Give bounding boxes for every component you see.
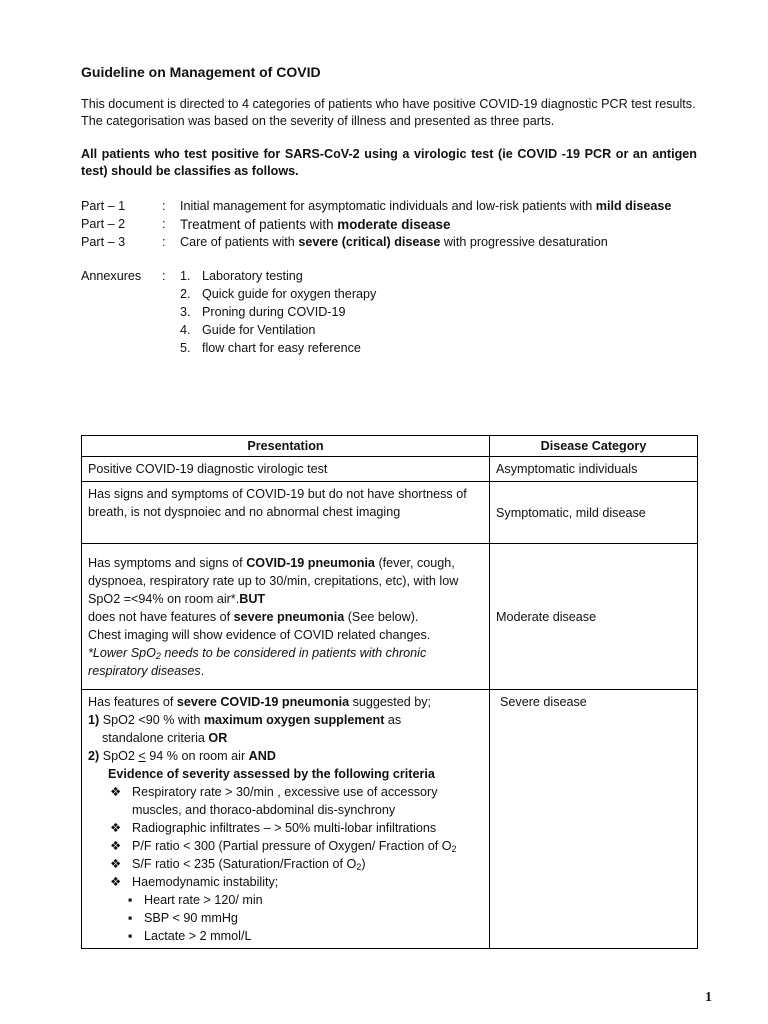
list-item — [180, 321, 376, 339]
list-item — [88, 837, 483, 855]
bullet-text: Lactate > 2 mmol/L — [144, 929, 252, 943]
part-text: Initial management for asymptomatic individuals and low-risk patients with — [180, 199, 596, 213]
classification-note: All patients who test positive for SARS-CoV-2 using a virologic test (ie COVID -19 PCR or an antigen test) should be classifies as follows. — [81, 147, 697, 178]
table-row — [82, 457, 698, 482]
list-item — [88, 783, 483, 819]
text-bold: maximum oxygen supplement — [203, 713, 385, 727]
text-italic: *Lower SpO — [88, 645, 156, 660]
evidence-heading: Evidence of severity assessed by the following criteria — [108, 767, 435, 781]
disease-category-table — [81, 435, 698, 949]
bullet-text — [132, 855, 366, 873]
part-description — [180, 198, 697, 215]
text-italic: needs to be considered in patients with chronic respiratory diseases — [88, 645, 427, 678]
square-bullet-icon: ▪ — [128, 893, 133, 907]
part-colon: : — [162, 235, 166, 249]
subscript: 2 — [155, 650, 161, 661]
text: (See below). — [344, 609, 419, 624]
part-description — [180, 234, 697, 251]
bullet-text — [132, 837, 457, 855]
text-bold: BUT — [239, 591, 266, 606]
text: . — [200, 663, 205, 678]
category-cell: Moderate disease — [490, 544, 698, 690]
annexures-items — [180, 267, 376, 357]
text-bold: severe COVID-19 pneumonia — [176, 695, 350, 709]
part-colon: : — [162, 217, 166, 231]
list-text: flow chart for easy reference — [202, 341, 361, 355]
part-colon: : — [162, 199, 166, 213]
row3-line-2 — [88, 608, 483, 626]
table-header-row — [82, 436, 698, 457]
row3-line-4 — [88, 644, 483, 680]
bullet-text: SBP < 90 mmHg — [144, 911, 238, 925]
category-cell: Symptomatic, mild disease — [490, 482, 698, 544]
text: Has features of — [88, 695, 177, 709]
list-item — [180, 303, 376, 321]
text: suggested by; — [349, 695, 432, 709]
list-item — [88, 855, 483, 873]
text: Has symptoms and signs of — [88, 555, 247, 570]
text: 94 % on room air — [145, 749, 249, 763]
criterion-1 — [88, 711, 483, 729]
bullet-text: Heart rate > 120/ min — [144, 893, 263, 907]
list-item — [88, 909, 483, 927]
list-number: 2. — [180, 287, 191, 301]
annexures-label: Annexures — [81, 269, 142, 283]
list-item — [180, 285, 376, 303]
category-cell: Severe disease — [490, 690, 698, 949]
list-item — [180, 267, 376, 285]
list-text: Quick guide for oxygen therapy — [202, 287, 377, 301]
list-item — [88, 819, 483, 837]
intro-paragraph-1: This document is directed to 4 categories of patients who have positive COVID-19 diagnostic PCR test results. — [81, 97, 696, 111]
list-number: 4. — [180, 323, 191, 337]
list-number: 1. — [180, 269, 191, 283]
header-disease-category: Disease Category — [490, 436, 698, 457]
text: P/F ratio < 300 (Partial pressure of Oxygen/ Fraction of O — [132, 839, 452, 853]
part-row-1 — [81, 198, 697, 215]
part-row-3 — [81, 234, 697, 251]
diamond-bullet-icon: ❖ — [110, 821, 122, 835]
part-label: Part – 1 — [81, 199, 126, 213]
diamond-bullet-icon: ❖ — [110, 857, 122, 871]
text: standalone criteria — [102, 731, 209, 745]
part-label: Part – 2 — [81, 217, 126, 231]
part-label: Part – 3 — [81, 235, 126, 249]
text: S/F ratio < 235 (Saturation/Fraction of O — [132, 857, 357, 871]
diamond-bullet-icon: ❖ — [110, 875, 122, 889]
text-bold: severe pneumonia — [233, 609, 345, 624]
bullet-text: Respiratory rate > 30/min , excessive use of accessory muscles, and thoraco-abdominal dis-synchrony — [132, 785, 438, 817]
diamond-bullet-icon: ❖ — [110, 839, 122, 853]
criterion-number: 2) — [88, 749, 100, 763]
part-text: Treatment of patients with — [180, 217, 338, 232]
list-item — [88, 873, 483, 891]
square-bullet-icon: ▪ — [128, 911, 133, 925]
bullet-text: Radiographic infiltrates – > 50% multi-lobar infiltrations — [132, 821, 437, 835]
part-row-2 — [81, 216, 697, 233]
text: ) — [361, 857, 366, 871]
diamond-bullet-icon: ❖ — [110, 785, 122, 799]
list-text: Proning during COVID-19 — [202, 305, 346, 319]
text-underlined: < — [138, 749, 146, 763]
text-bold: OR — [208, 731, 228, 745]
annexures-list — [81, 267, 697, 357]
text: does not have features of — [88, 609, 234, 624]
row3-line-1 — [88, 554, 483, 608]
text-bold: AND — [248, 749, 276, 763]
subscript: 2 — [356, 862, 362, 872]
presentation-cell — [82, 690, 490, 949]
text: SpO2 <90 % with — [99, 713, 204, 727]
part-text-bold: moderate disease — [337, 217, 451, 232]
part-text: Care of patients with — [180, 235, 299, 249]
list-number: 3. — [180, 305, 191, 319]
criterion-1-cont — [88, 729, 483, 747]
part-text-bold: severe (critical) disease — [298, 235, 441, 249]
row4-intro — [88, 693, 483, 711]
intro-paragraph-2: The categorisation was based on the severity of illness and presented as three parts. — [81, 114, 555, 128]
criterion-number: 1) — [88, 713, 100, 727]
list-text: Laboratory testing — [202, 269, 303, 283]
bullet-text: Haemodynamic instability; — [132, 875, 279, 889]
text: SpO2 — [99, 749, 139, 763]
table-row — [82, 690, 698, 949]
document-title: Guideline on Management of COVID — [81, 64, 321, 80]
presentation-cell — [82, 544, 490, 690]
page-number: 1 — [705, 990, 712, 1005]
list-item — [180, 339, 376, 357]
subscript: 2 — [451, 844, 457, 854]
criterion-2 — [88, 747, 483, 765]
header-presentation: Presentation — [82, 436, 490, 457]
part-text-bold: mild disease — [595, 199, 672, 213]
annexures-colon: : — [162, 269, 166, 283]
text-bold: COVID-19 pneumonia — [246, 555, 375, 570]
list-item — [88, 891, 483, 909]
document-body — [81, 64, 697, 357]
list-item — [88, 927, 483, 945]
part-text-after: with progressive desaturation — [440, 235, 608, 249]
table-row — [82, 482, 698, 544]
text: (fever, cough, dyspnoea, respiratory rate up to 30/min, crepitations, etc), with low SpO2 =<94% on room air*. — [88, 555, 459, 606]
presentation-cell: Positive COVID-19 diagnostic virologic test — [82, 457, 490, 482]
text: as — [384, 713, 402, 727]
list-number: 5. — [180, 341, 191, 355]
table-row — [82, 544, 698, 690]
parts-list — [81, 198, 697, 251]
presentation-cell: Has signs and symptoms of COVID-19 but do not have shortness of breath, is not dyspnoiec and no abnormal chest imaging — [82, 482, 490, 544]
square-bullet-icon: ▪ — [128, 929, 133, 943]
list-text: Guide for Ventilation — [202, 323, 316, 337]
category-cell: Asymptomatic individuals — [490, 457, 698, 482]
part-description — [180, 216, 697, 233]
row3-line-3: Chest imaging will show evidence of COVID related changes. — [88, 627, 431, 642]
